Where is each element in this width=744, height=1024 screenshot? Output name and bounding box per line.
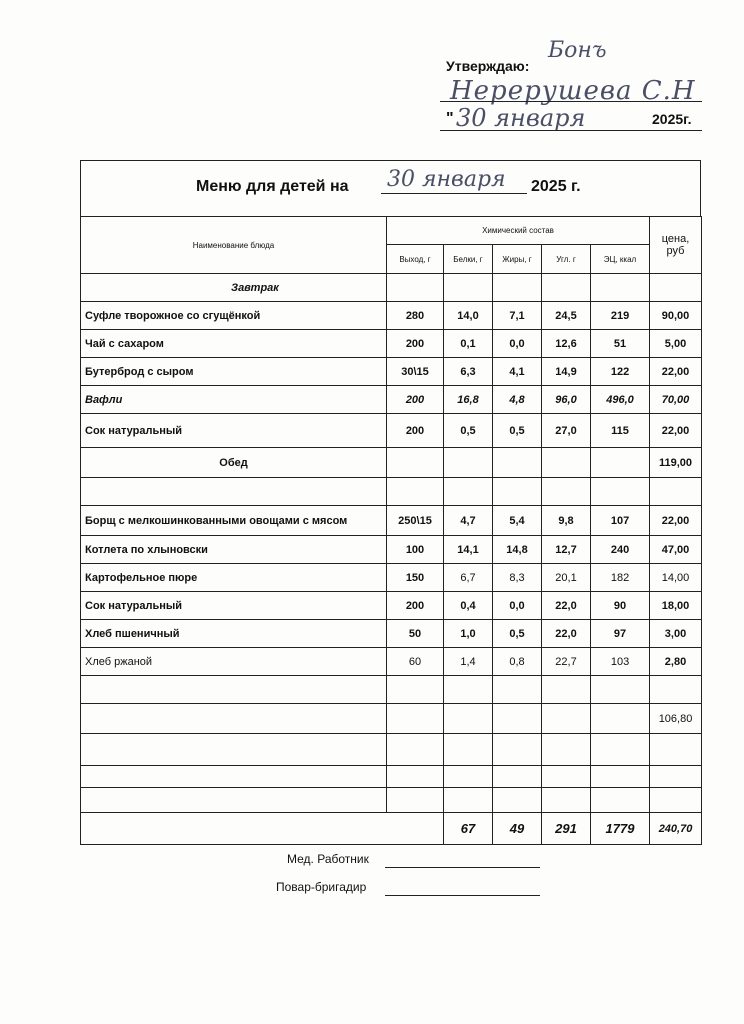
header-price: цена, руб (650, 217, 702, 274)
approval-name-line (440, 101, 702, 102)
cell-yield: 100 (387, 536, 444, 564)
cell-protein: 16,8 (444, 386, 493, 414)
cell-price: 47,00 (650, 536, 702, 564)
cell-yield: 200 (387, 386, 444, 414)
cell-name: Картофельное пюре (81, 564, 387, 592)
header-row (81, 217, 702, 245)
header-carbs: Угл. г (542, 245, 591, 274)
header-yield: Выход, г (387, 245, 444, 274)
total-fat: 49 (493, 813, 542, 845)
cell-name: Бутерброд с сыром (81, 358, 387, 386)
table-row (81, 536, 702, 564)
cell-price: 5,00 (650, 330, 702, 358)
table-row (81, 302, 702, 330)
cell-protein: 6,7 (444, 564, 493, 592)
cell-fat: 0,0 (493, 592, 542, 620)
cell-price: 14,00 (650, 564, 702, 592)
cell-name: Сок натуральный (81, 414, 387, 448)
section-breakfast-row (81, 274, 702, 302)
menu-title-year: 2025 г. (531, 178, 581, 195)
medic-label: Мед. Работник (287, 852, 369, 866)
total-kcal: 1779 (591, 813, 650, 845)
cell-carbs: 22,0 (542, 592, 591, 620)
cell-protein: 1,4 (444, 648, 493, 676)
header-kcal: ЭЦ, ккал (591, 245, 650, 274)
cell-kcal: 51 (591, 330, 650, 358)
header-fat: Жиры, г (493, 245, 542, 274)
section-lunch: Обед (81, 448, 387, 478)
cell-yield: 200 (387, 330, 444, 358)
cell-carbs: 9,8 (542, 506, 591, 536)
cell-yield: 30\15 (387, 358, 444, 386)
cell-yield: 200 (387, 414, 444, 448)
cell-fat: 8,3 (493, 564, 542, 592)
cell-price: 3,00 (650, 620, 702, 648)
lunch-price: 119,00 (650, 448, 702, 478)
menu-title-date: 30 января (387, 167, 506, 192)
header-chem: Химический состав (387, 217, 650, 245)
approval-date-line (440, 130, 702, 131)
table-row (81, 358, 702, 386)
cell-price: 22,00 (650, 414, 702, 448)
lunch-rows (81, 506, 702, 676)
empty-row (81, 788, 702, 813)
cell-price: 22,00 (650, 506, 702, 536)
chef-label: Повар-бригадир (276, 880, 367, 894)
cell-name: Хлеб ржаной (81, 648, 387, 676)
total-price: 240,70 (650, 813, 702, 845)
approval-label: Утверждаю: (446, 58, 530, 74)
chef-signature-line (385, 895, 540, 896)
cell-carbs: 22,0 (542, 620, 591, 648)
table-row (81, 506, 702, 536)
cell-protein: 1,0 (444, 620, 493, 648)
total-carbs: 291 (542, 813, 591, 845)
table-row (81, 620, 702, 648)
cell-fat: 0,5 (493, 620, 542, 648)
cell-kcal: 97 (591, 620, 650, 648)
table-row (81, 386, 702, 414)
menu-title-date-line (381, 167, 527, 194)
cell-name: Борщ с мелкошинкованными овощами с мясом (81, 506, 387, 536)
total-protein: 67 (444, 813, 493, 845)
cell-name: Котлета по хлыновски (81, 536, 387, 564)
cell-carbs: 20,1 (542, 564, 591, 592)
approval-year: 2025г. (652, 111, 692, 127)
cell-yield: 250\15 (387, 506, 444, 536)
cell-kcal: 90 (591, 592, 650, 620)
empty-row (81, 676, 702, 704)
cell-kcal: 240 (591, 536, 650, 564)
cell-carbs: 96,0 (542, 386, 591, 414)
cell-fat: 0,0 (493, 330, 542, 358)
menu-title: Меню для детей на (196, 178, 349, 195)
subtotal-price: 106,80 (650, 704, 702, 734)
cell-price: 90,00 (650, 302, 702, 330)
cell-carbs: 14,9 (542, 358, 591, 386)
cell-carbs: 12,6 (542, 330, 591, 358)
cell-kcal: 107 (591, 506, 650, 536)
approval-quote: " (446, 110, 454, 127)
cell-protein: 0,4 (444, 592, 493, 620)
cell-yield: 60 (387, 648, 444, 676)
cell-kcal: 182 (591, 564, 650, 592)
cell-carbs: 27,0 (542, 414, 591, 448)
header-protein: Белки, г (444, 245, 493, 274)
table-row (81, 592, 702, 620)
cell-name: Суфле творожное со сгущёнкой (81, 302, 387, 330)
cell-fat: 7,1 (493, 302, 542, 330)
cell-price: 22,00 (650, 358, 702, 386)
menu-title-box (80, 160, 701, 216)
table-row (81, 564, 702, 592)
cell-kcal: 103 (591, 648, 650, 676)
cell-protein: 4,7 (444, 506, 493, 536)
cell-carbs: 12,7 (542, 536, 591, 564)
cell-carbs: 22,7 (542, 648, 591, 676)
table-row (81, 330, 702, 358)
cell-price: 2,80 (650, 648, 702, 676)
approval-signature: Бонъ (548, 38, 607, 63)
cell-yield: 200 (387, 592, 444, 620)
cell-price: 18,00 (650, 592, 702, 620)
empty-row (81, 766, 702, 788)
cell-protein: 6,3 (444, 358, 493, 386)
breakfast-rows (81, 302, 702, 448)
approval-date: 30 января (456, 104, 586, 132)
header-dish: Наименование блюда (81, 217, 387, 274)
table-row (81, 414, 702, 448)
cell-fat: 4,8 (493, 386, 542, 414)
empty-row (81, 478, 702, 506)
cell-name: Сок натуральный (81, 592, 387, 620)
table-row (81, 648, 702, 676)
cell-kcal: 219 (591, 302, 650, 330)
totals-row (81, 813, 702, 845)
cell-kcal: 496,0 (591, 386, 650, 414)
cell-fat: 0,5 (493, 414, 542, 448)
cell-kcal: 115 (591, 414, 650, 448)
cell-protein: 0,5 (444, 414, 493, 448)
subtotal-row (81, 704, 702, 734)
cell-fat: 14,8 (493, 536, 542, 564)
approval-name: Нерерушева С.Н (450, 76, 696, 106)
cell-protein: 0,1 (444, 330, 493, 358)
cell-yield: 150 (387, 564, 444, 592)
section-lunch-row (81, 448, 702, 478)
cell-fat: 4,1 (493, 358, 542, 386)
medic-signature-line (385, 867, 540, 868)
cell-carbs: 24,5 (542, 302, 591, 330)
cell-protein: 14,0 (444, 302, 493, 330)
cell-yield: 50 (387, 620, 444, 648)
cell-fat: 0,8 (493, 648, 542, 676)
section-breakfast: Завтрак (81, 274, 387, 302)
cell-protein: 14,1 (444, 536, 493, 564)
menu-table (80, 216, 702, 845)
cell-name: Хлеб пшеничный (81, 620, 387, 648)
cell-name: Вафли (81, 386, 387, 414)
cell-yield: 280 (387, 302, 444, 330)
cell-fat: 5,4 (493, 506, 542, 536)
empty-row (81, 734, 702, 766)
cell-price: 70,00 (650, 386, 702, 414)
cell-kcal: 122 (591, 358, 650, 386)
cell-name: Чай с сахаром (81, 330, 387, 358)
